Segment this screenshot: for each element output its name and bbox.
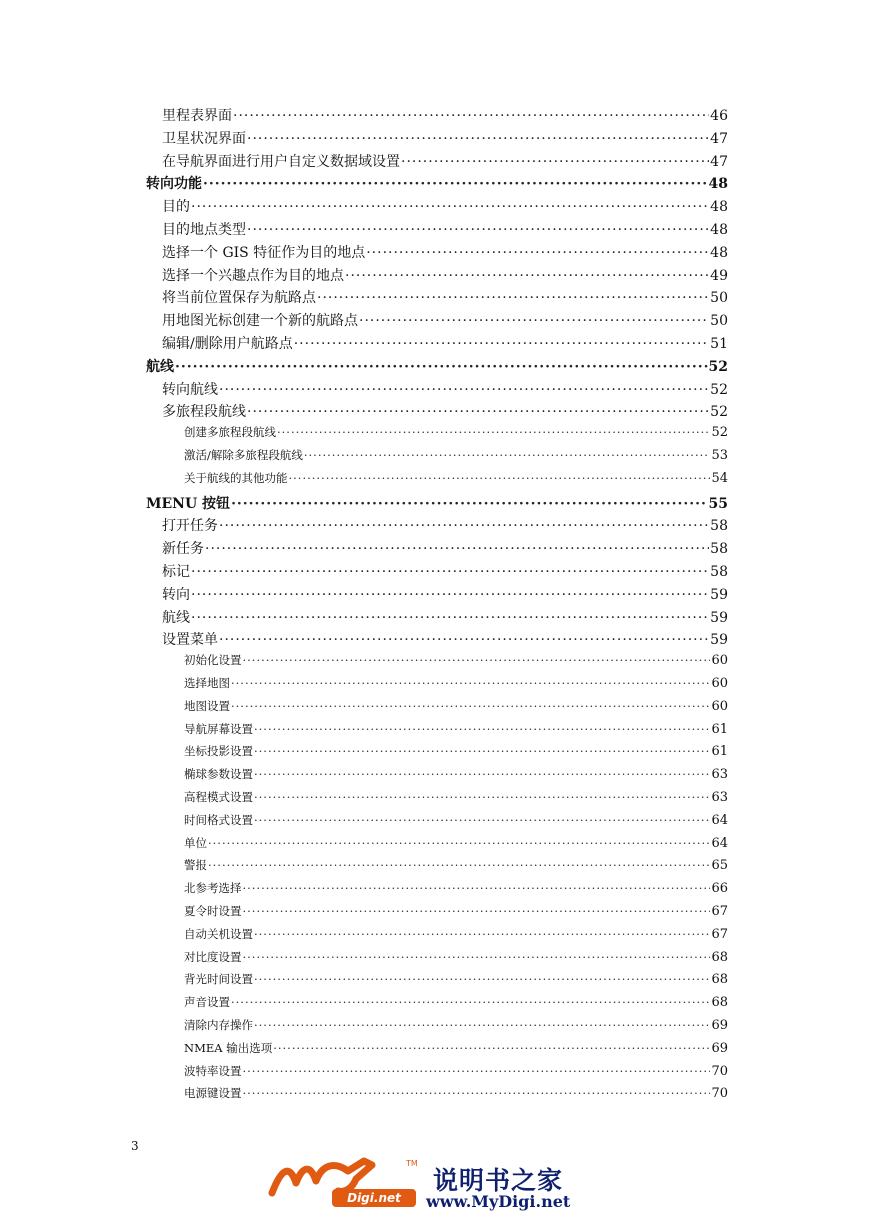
- toc-entry: [184, 424, 728, 446]
- toc-entry: [184, 766, 728, 788]
- toc-entry-page: 59: [710, 586, 728, 603]
- toc-entry-title: 目的: [162, 199, 190, 216]
- toc-entry-title: 标记: [162, 564, 190, 580]
- toc-entry-title: 声音设置: [184, 995, 230, 1010]
- toc-dot-leader: [254, 790, 710, 804]
- toc-entry-title: 编辑/删除用户航路点: [162, 336, 293, 352]
- toc-entry-title: 单位: [184, 835, 207, 850]
- toc-entry-page: 49: [710, 267, 728, 284]
- toc-entry-title: 选择一个兴趣点作为目的地点: [162, 267, 344, 284]
- toc-entry: [184, 1017, 728, 1039]
- toc-entry-title: 选择一个 GIS 特征作为目的地点: [162, 244, 366, 261]
- toc-entry-title: 里程表界面: [162, 108, 232, 124]
- site-name: 说明书之家: [433, 1166, 564, 1195]
- toc-dot-leader: [208, 836, 710, 850]
- toc-dot-leader: [243, 950, 711, 964]
- toc-entry: [162, 265, 728, 287]
- toc-entry-page: 68: [711, 995, 728, 1011]
- toc-entry: [184, 857, 728, 879]
- toc-dot-leader: [231, 995, 710, 1009]
- toc-dot-leader: [294, 336, 709, 352]
- toc-entry: [146, 356, 728, 378]
- toc-entry-page: 60: [711, 676, 728, 691]
- toc-entry-page: 67: [711, 926, 728, 942]
- toc-dot-leader: [191, 564, 709, 580]
- toc-entry-page: 51: [710, 336, 728, 352]
- toc-entry-page: 70: [711, 1063, 728, 1079]
- toc-entry-title: 清除内存操作: [184, 1018, 253, 1032]
- toc-dot-leader: [219, 518, 709, 534]
- toc-entry-title: 电源键设置: [184, 1086, 242, 1101]
- toc-entry-title: 高程模式设置: [184, 790, 253, 804]
- toc-entry: [162, 561, 728, 583]
- toc-entry: [184, 1040, 728, 1062]
- toc-dot-leader: [254, 744, 710, 758]
- toc-dot-leader: [254, 813, 710, 827]
- toc-dot-leader: [289, 471, 711, 485]
- toc-entry: [162, 401, 728, 423]
- toc-entry-page: 63: [711, 790, 728, 805]
- toc-entry: [184, 470, 728, 492]
- toc-entry: [162, 151, 728, 173]
- toc-entry-page: 61: [711, 721, 728, 737]
- toc-entry-page: 47: [710, 130, 728, 147]
- toc-entry-page: 50: [710, 290, 728, 307]
- toc-entry: [162, 333, 728, 355]
- toc-dot-leader: [359, 313, 709, 329]
- toc-entry-title: 背光时间设置: [184, 972, 253, 987]
- toc-dot-leader: [191, 610, 709, 626]
- toc-entry-title: 警报: [184, 858, 207, 873]
- toc-dot-leader: [304, 448, 711, 462]
- toc-entry-page: 64: [711, 812, 728, 828]
- toc-dot-leader: [401, 154, 709, 170]
- toc-entry-page: 48: [710, 244, 728, 261]
- toc-entry: [184, 652, 728, 674]
- toc-entry-page: 59: [710, 632, 728, 649]
- toc-entry-page: 48: [710, 222, 728, 238]
- toc-dot-leader: [247, 404, 709, 420]
- toc-entry-page: 53: [711, 448, 728, 463]
- toc-entry: [162, 196, 728, 218]
- toc-dot-leader: [317, 290, 709, 306]
- toc-entry-title: 新任务: [162, 541, 204, 558]
- toc-entry-page: 58: [710, 564, 728, 580]
- toc-entry-title: 导航屏幕设置: [184, 721, 253, 736]
- site-url: www.MyDigi.net: [426, 1192, 571, 1211]
- toc-entry: [184, 675, 728, 697]
- toc-entry-page: 47: [710, 153, 728, 170]
- toc-entry-title: 选择地图: [184, 676, 230, 690]
- toc-entry: [146, 173, 728, 195]
- toc-entry-title: 多旅程段航线: [162, 404, 246, 421]
- toc-entry-page: 58: [710, 541, 728, 558]
- toc-entry-page: 60: [711, 653, 728, 669]
- toc-dot-leader: [243, 1064, 711, 1078]
- toc-entry-page: 64: [711, 835, 728, 851]
- toc-entry: [184, 698, 728, 720]
- toc-entry: [162, 379, 728, 401]
- toc-entry-page: 55: [708, 495, 728, 512]
- toc-dot-leader: [247, 131, 709, 147]
- toc-entry-title: 用地图光标创建一个新的航路点: [162, 313, 358, 330]
- toc-dot-leader: [254, 972, 710, 986]
- toc-dot-leader: [233, 108, 709, 124]
- toc-dot-leader: [247, 222, 709, 238]
- toc-entry-title: 转向航线: [162, 381, 218, 398]
- toc-entry: [184, 903, 728, 925]
- toc-entry-title: 将当前位置保存为航路点: [162, 290, 316, 307]
- toc-entry-title: 自动关机设置: [184, 926, 253, 941]
- toc-entry-title: 坐标投影设置: [184, 744, 253, 759]
- toc-entry-title: 在导航界面进行用户自定义数据域设置: [162, 153, 400, 170]
- toc-entry: [162, 607, 728, 629]
- toc-entry-title: 时间格式设置: [184, 812, 253, 827]
- toc-entry: [162, 629, 728, 651]
- toc-entry-page: 61: [711, 744, 728, 760]
- toc-entry: [146, 493, 728, 515]
- toc-dot-leader: [366, 245, 709, 261]
- toc-dot-leader: [203, 176, 708, 192]
- toc-dot-leader: [219, 382, 709, 398]
- toc-dot-leader: [231, 496, 707, 512]
- toc-dot-leader: [254, 767, 710, 781]
- toc-entry-page: 54: [711, 470, 728, 486]
- toc-dot-leader: [273, 1041, 710, 1055]
- toc-entry-page: 65: [711, 858, 728, 874]
- toc-entry-page: 67: [711, 904, 728, 919]
- toc-entry-page: 69: [711, 1018, 728, 1033]
- toc-entry-page: 52: [711, 425, 728, 441]
- toc-entry-page: 52: [710, 404, 728, 421]
- toc-dot-leader: [208, 858, 710, 872]
- toc-dot-leader: [175, 359, 708, 375]
- toc-entry-title: 创建多旅程段航线: [184, 425, 276, 440]
- toc-entry: [162, 538, 728, 560]
- toc-entry-title: 激活/解除多旅程段航线: [184, 448, 303, 462]
- toc-entry: [184, 721, 728, 743]
- toc-entry-title: 地图设置: [184, 698, 230, 713]
- toc-entry-page: 52: [708, 358, 728, 375]
- toc-entry: [184, 971, 728, 993]
- toc-entry-title: 椭球参数设置: [184, 767, 253, 782]
- toc-dot-leader: [231, 699, 710, 713]
- toc-entry-title: 航线: [146, 358, 174, 375]
- toc-entry: [184, 812, 728, 834]
- toc-entry-page: 70: [711, 1086, 728, 1102]
- toc-dot-leader: [345, 268, 709, 284]
- toc-entry: [162, 242, 728, 264]
- toc-entry-page: 52: [710, 381, 728, 398]
- toc-entry: [184, 835, 728, 857]
- toc-entry: [162, 515, 728, 537]
- toc-entry-title: 转向: [162, 586, 190, 603]
- toc-dot-leader: [231, 676, 710, 690]
- toc-dot-leader: [191, 199, 709, 215]
- toc-dot-leader: [243, 881, 711, 895]
- toc-entry: [184, 447, 728, 469]
- toc-entry-page: 68: [711, 972, 728, 988]
- toc-entry: [162, 310, 728, 332]
- toc-dot-leader: [191, 587, 709, 603]
- toc-entry-page: 48: [710, 199, 728, 216]
- toc-entry-title: 关于航线的其他功能: [184, 470, 288, 485]
- toc-dot-leader: [254, 1018, 710, 1032]
- toc-entry-title: 夏令时设置: [184, 904, 242, 918]
- toc-entry-title: 初始化设置: [184, 653, 242, 668]
- toc-entry-page: 48: [708, 176, 728, 193]
- page-number: 3: [131, 1139, 139, 1153]
- toc-entry-title: 波特率设置: [184, 1063, 242, 1078]
- toc-dot-leader: [205, 541, 709, 557]
- toc-entry: [162, 105, 728, 127]
- toc-entry: [162, 219, 728, 241]
- toc-entry-title: 北参考选择: [184, 881, 242, 896]
- toc-entry: [184, 743, 728, 765]
- toc-entry-title: 设置菜单: [162, 632, 218, 649]
- toc-entry: [162, 287, 728, 309]
- toc-entry: [184, 789, 728, 811]
- toc-dot-leader: [243, 653, 711, 667]
- toc-entry-page: 59: [710, 609, 728, 626]
- toc-entry-page: 58: [710, 518, 728, 535]
- toc-dot-leader: [243, 1086, 711, 1100]
- toc-entry-page: 50: [710, 313, 728, 330]
- toc-entry-title: NMEA 输出选项: [184, 1040, 273, 1055]
- toc-entry-title: 卫星状况界面: [162, 130, 246, 147]
- toc-entry: [184, 880, 728, 902]
- toc-dot-leader: [219, 632, 709, 648]
- digi-net-badge: Digi.net: [332, 1189, 416, 1207]
- toc-entry-title: 打开任务: [162, 518, 218, 535]
- toc-entry-title: 目的地点类型: [162, 222, 246, 238]
- toc-entry-title: 对比度设置: [184, 949, 242, 964]
- toc-entry-page: 66: [711, 881, 728, 897]
- toc-entry: [184, 949, 728, 971]
- mydigi-logo: [268, 1157, 598, 1217]
- toc-entry: [184, 994, 728, 1016]
- toc-entry-page: 63: [711, 767, 728, 783]
- toc-entry: [184, 1085, 728, 1107]
- toc-entry-title: 航线: [162, 609, 190, 626]
- toc-entry-page: 69: [711, 1040, 728, 1056]
- toc-dot-leader: [243, 904, 711, 918]
- trademark-mark: TM: [406, 1159, 418, 1168]
- toc-entry: [184, 926, 728, 948]
- toc-dot-leader: [254, 722, 710, 736]
- toc-entry: [162, 584, 728, 606]
- toc-entry: [162, 128, 728, 150]
- toc-dot-leader: [277, 425, 710, 439]
- toc-entry-title: MENU 按钮: [146, 495, 231, 512]
- toc-entry-page: 60: [711, 698, 728, 714]
- toc-entry-page: 46: [710, 108, 728, 124]
- toc-entry: [184, 1063, 728, 1085]
- toc-dot-leader: [254, 927, 710, 941]
- toc-entry-title: 转向功能: [146, 176, 202, 193]
- toc-entry-page: 68: [711, 949, 728, 965]
